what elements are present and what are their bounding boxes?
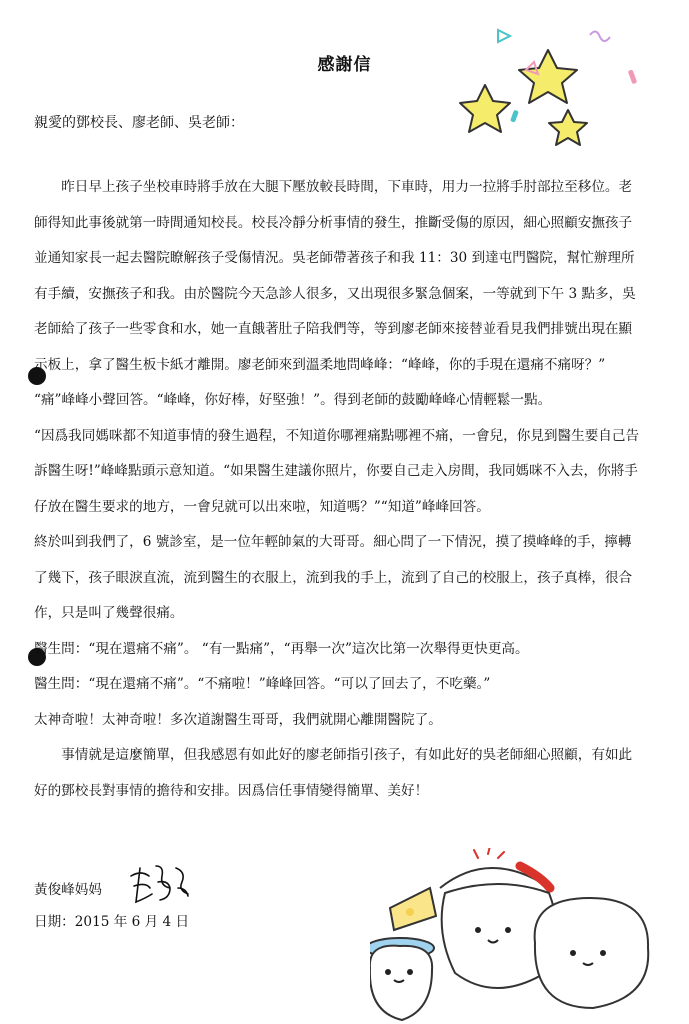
paragraph: “因爲我同媽咪都不知道事情的發生過程，不知道你哪裡痛點哪裡不痛，一會兒，你見到醫生要自己告訴醫生呀!”峰峰點頭示意知道。“如果醫生建議你照片，你要自己走入房間，我同媽咪不入去，你將手仔放在醫生要求的地方，一會兒就可以出來啦，知道嗎？”“知道”峰峰回答。 — [34, 427, 640, 515]
greeting: 親愛的鄧校長、廖老師、吳老師： — [34, 115, 244, 131]
sparkle-icon — [474, 848, 504, 858]
letter-body — [34, 170, 644, 809]
cheese-icon — [390, 888, 436, 930]
triangle-icon — [498, 30, 510, 42]
star-icon — [549, 110, 587, 145]
paragraph: 醫生問：“現在還痛不痛”。“不痛啦！”峰峰回答。“可以了回去了，不吃藥。” — [34, 676, 491, 692]
paragraph: 終於叫到我們了，6 號診室，是一位年輕帥氣的大哥哥。細心問了一下情況，摸了摸峰峰的手，擰轉了幾下，孩子眼淚直流，流到醫生的衣服上，流到我的手上，流到了自己的校服上，孩子真棒，很合作，只是叫了幾聲很痛。 — [34, 534, 633, 621]
paragraph: 醫生問：“現在還痛不痛”。 “有一點痛”，“再舉一次”這次比第一次舉得更快更高。 — [34, 640, 529, 657]
character-right — [535, 898, 649, 1008]
star-decoration — [440, 10, 680, 160]
star-icon — [460, 85, 510, 132]
confetti-icon — [510, 110, 519, 123]
letter-title: 感謝信 — [317, 55, 372, 75]
paragraph: 昨日早上孩子坐校車時將手放在大腿下壓放較長時間，下車時，用力一拉將手肘部拉至移位。老師得知此事後就第一時間通知校長。校長冷靜分析事情的發生，推斷受傷的原因，細心照顧安撫孩子並通知家長一起去醫院瞭解孩子受傷情況。吳老師帶著孩子和我 11：30 到達屯門醫院，幫忙辦理所有手續，安撫孩子和我。由於醫院今天急診人很多，又出現很多緊急個案，一等就到下午 3 點多，吳老師給了孩子一些零食和水，她一直餓著肚子陪我們等，等到廖老師來接替並看見我們排號出現在顯示板上，拿了醫生板卡紙才離開。廖老師來到溫柔地問峰峰：“峰峰，你的手現在還痛不痛呀？” “痛”峰峰小聲回答。“峰峰，你好棒，好堅強！”。得到老師的鼓勵峰峰心情輕鬆一點。 — [34, 179, 636, 408]
paragraph: 事情就是這麼簡單，但我感恩有如此好的廖老師指引孩子，有如此好的吳老師細心照顧，有如此好的鄧校長對事情的擔待和安排。因爲信任事情變得簡單、美好！ — [34, 747, 633, 799]
signer-name: 黃俊峰妈妈 — [34, 882, 102, 898]
character-blue-hat — [370, 938, 434, 1020]
cartoon-characters — [370, 848, 670, 1024]
paragraph: 太神奇啦！太神奇啦！多次道謝醫生哥哥，我們就開心離開醫院了。 — [34, 711, 442, 728]
squiggle-icon — [590, 31, 610, 41]
letter-date: 日期：2015 年 6 月 4 日 — [34, 914, 190, 930]
handwritten-signature — [126, 858, 196, 908]
